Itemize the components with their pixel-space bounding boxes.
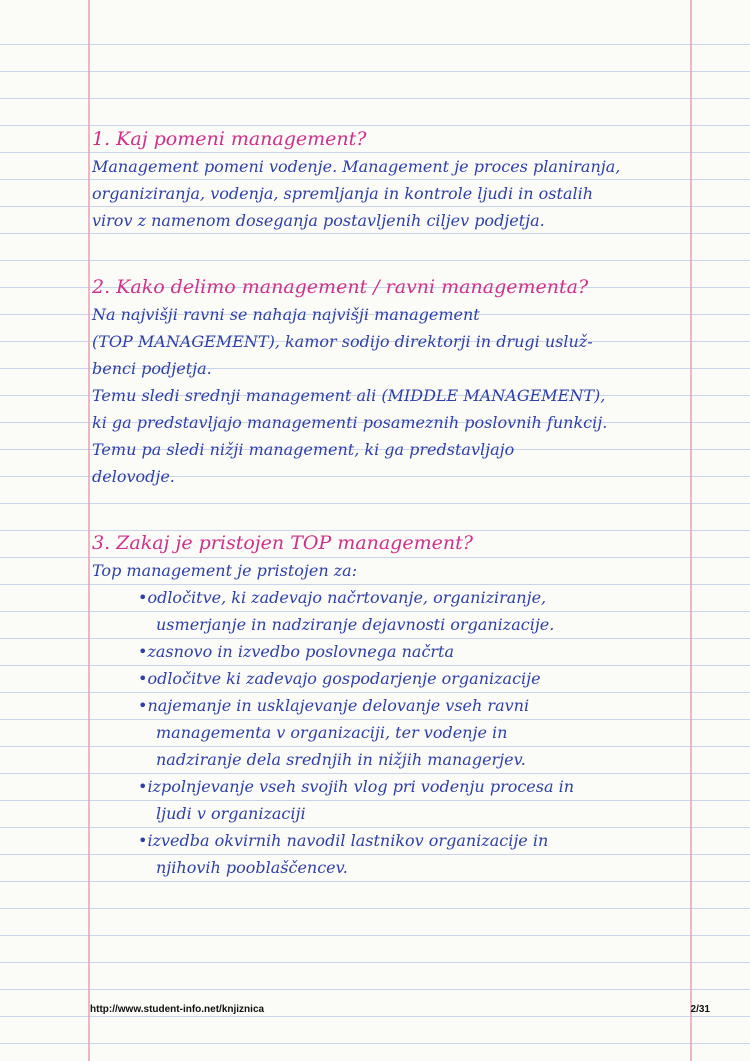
- page-number: 2/31: [690, 1004, 710, 1015]
- section-2-line: Temu pa sledi nižji management, ki ga predstavljajo: [92, 440, 515, 459]
- list-item-continuation: ljudi v organizaciji: [156, 804, 306, 823]
- section-2-heading: 2. Kako delimo management / ravni managementa?: [92, 276, 589, 298]
- list-item-continuation: njihovih pooblaščencev.: [156, 858, 348, 877]
- section-2: [92, 274, 702, 490]
- list-item: •izpolnjevanje vseh svojih vlog pri vodenju procesa in: [138, 777, 575, 796]
- section-3-intro: Top management je pristojen za:: [92, 561, 358, 580]
- left-margin-line: [88, 0, 90, 1061]
- section-2-line: Na najvišji ravni se nahaja najvišji management: [92, 305, 480, 324]
- section-3: [92, 530, 702, 881]
- list-item: •odločitve, ki zadevajo načrtovanje, organiziranje,: [138, 588, 547, 607]
- list-item-continuation: managementa v organizaciji, ter vodenje in: [156, 723, 508, 742]
- section-1-line: Management pomeni vodenje. Management je proces planiranja,: [92, 157, 621, 176]
- section-1-line: virov z namenom doseganja postavljenih ciljev podjetja.: [92, 211, 545, 230]
- section-2-line: delovodje.: [92, 467, 175, 486]
- list-item: •izvedba okvirnih navodil lastnikov organizacije in: [138, 831, 549, 850]
- section-2-line: ki ga predstavljajo managementi posameznih poslovnih funkcij.: [92, 413, 608, 432]
- top-margin: [0, 0, 750, 40]
- section-1-line: organiziranja, vodenja, spremljanja in kontrole ljudi in ostalih: [92, 184, 594, 203]
- source-url: http://www.student-info.net/knjiznica: [90, 1004, 265, 1015]
- section-3-heading: 3. Zakaj je pristojen TOP management?: [92, 532, 473, 554]
- section-1-heading: 1. Kaj pomeni management?: [92, 128, 367, 150]
- section-2-line: benci podjetja.: [92, 359, 212, 378]
- responsibilities-list: [92, 584, 702, 881]
- section-2-line: Temu sledi srednji management ali (MIDDLE MANAGEMENT),: [92, 386, 606, 405]
- section-1: [92, 126, 702, 234]
- list-item: •najemanje in usklajevanje delovanje vseh ravni: [138, 696, 530, 715]
- list-item: •zasnovo in izvedbo poslovnega načrta: [138, 642, 455, 661]
- list-item: •odločitve ki zadevajo gospodarjenje organizacije: [138, 669, 541, 688]
- section-2-line: (TOP MANAGEMENT), kamor sodijo direktorji in drugi usluž-: [92, 332, 593, 351]
- list-item-continuation: usmerjanje in nadziranje dejavnosti organizacije.: [156, 615, 555, 634]
- list-item-continuation: nadziranje dela srednjih in nižjih managerjev.: [156, 750, 526, 769]
